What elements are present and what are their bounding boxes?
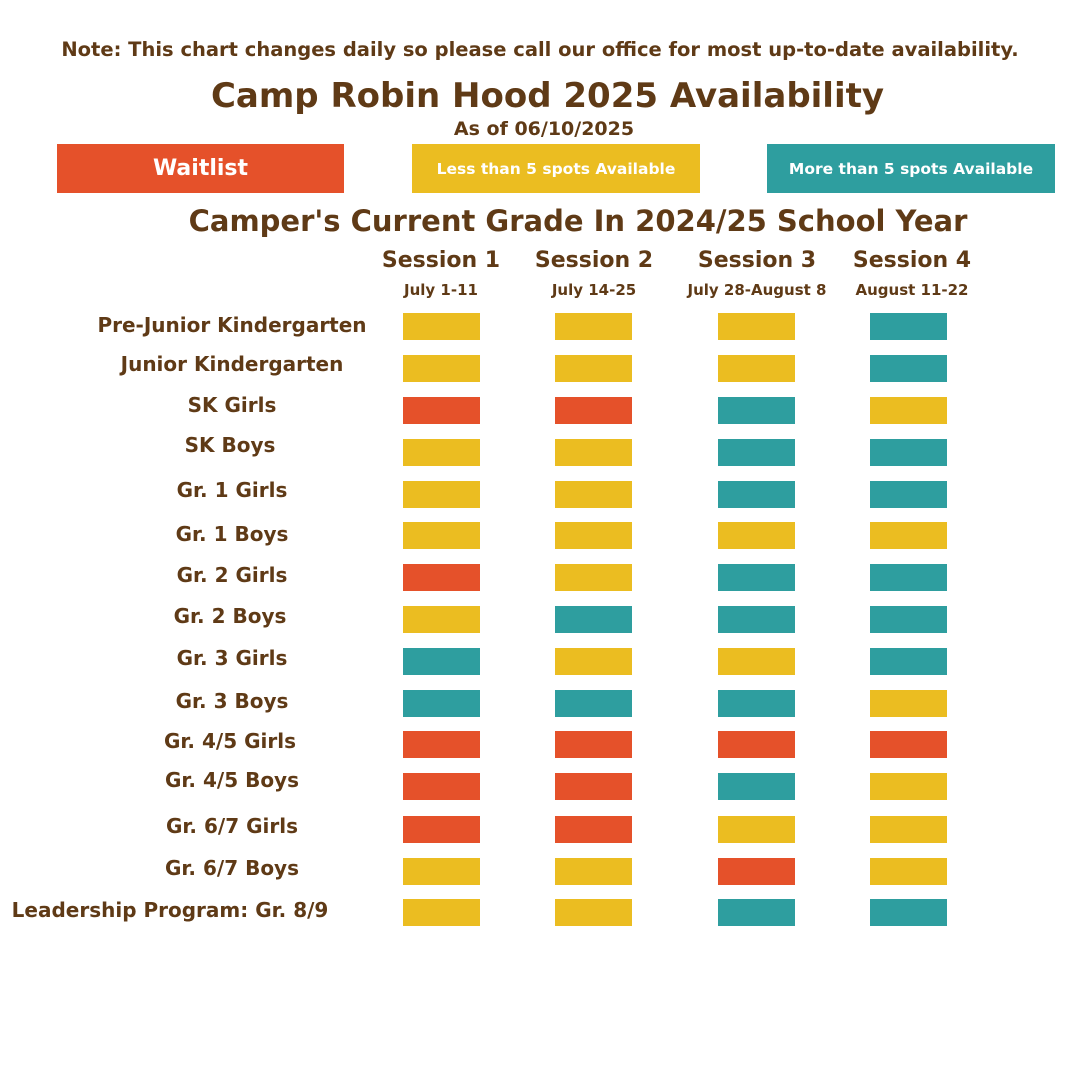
availability-cell	[403, 564, 480, 591]
availability-cell	[718, 606, 795, 633]
session-1-dates: July 1-11	[404, 281, 478, 299]
row-label: Pre-Junior Kindergarten	[97, 313, 367, 337]
row-label: Gr. 2 Boys	[173, 604, 287, 628]
legend-more-than-5-label: More than 5 spots Available	[788, 159, 1034, 178]
legend-waitlist-label: Waitlist	[152, 156, 249, 181]
availability-cell	[870, 313, 947, 340]
availability-cell	[555, 606, 632, 633]
session-3-name: Session 3	[697, 248, 817, 273]
availability-cell	[870, 816, 947, 843]
availability-cell	[555, 397, 632, 424]
availability-cell	[718, 690, 795, 717]
availability-cell	[870, 690, 947, 717]
availability-cell	[403, 690, 480, 717]
availability-cell	[403, 606, 480, 633]
availability-cell	[555, 481, 632, 508]
row-label: Gr. 4/5 Boys	[164, 768, 299, 792]
availability-cell	[403, 816, 480, 843]
availability-cell	[403, 355, 480, 382]
legend-waitlist	[57, 144, 344, 193]
row-label: Gr. 2 Girls	[176, 563, 288, 587]
availability-cell	[870, 858, 947, 885]
session-2-name: Session 2	[534, 248, 654, 273]
as-of-date: As of 06/10/2025	[453, 118, 635, 140]
availability-cell	[403, 773, 480, 800]
availability-cell	[870, 731, 947, 758]
availability-cell	[555, 773, 632, 800]
session-3-dates: July 28-August 8	[687, 281, 827, 299]
availability-cell	[870, 397, 947, 424]
row-label: Gr. 3 Boys	[175, 689, 289, 713]
grade-heading: Camper's Current Grade In 2024/25 School Year	[188, 204, 968, 238]
legend-more-than-5	[767, 144, 1055, 193]
availability-cell	[718, 816, 795, 843]
availability-cell	[403, 899, 480, 926]
availability-cell	[718, 731, 795, 758]
availability-cell	[870, 899, 947, 926]
availability-cell	[555, 690, 632, 717]
availability-cell	[403, 648, 480, 675]
availability-cell	[555, 858, 632, 885]
row-label: Junior Kindergarten	[120, 352, 344, 376]
availability-cell	[718, 439, 795, 466]
availability-cell	[555, 313, 632, 340]
availability-cell	[555, 816, 632, 843]
row-label: Leadership Program: Gr. 8/9	[11, 898, 329, 922]
availability-cell	[555, 731, 632, 758]
row-label: Gr. 6/7 Girls	[166, 814, 298, 838]
availability-cell	[718, 564, 795, 591]
availability-cell	[870, 439, 947, 466]
availability-cell	[403, 313, 480, 340]
availability-cell	[403, 481, 480, 508]
availability-cell	[403, 397, 480, 424]
availability-cell	[555, 439, 632, 466]
row-label: Gr. 1 Boys	[175, 522, 289, 546]
availability-cell	[555, 899, 632, 926]
row-label: SK Boys	[184, 433, 276, 457]
availability-cell	[870, 564, 947, 591]
session-1-name: Session 1	[381, 248, 501, 273]
availability-cell	[870, 481, 947, 508]
availability-cell	[718, 648, 795, 675]
page-title: Camp Robin Hood 2025 Availability	[210, 76, 885, 116]
availability-cell	[403, 858, 480, 885]
availability-cell	[555, 522, 632, 549]
row-label: Gr. 6/7 Boys	[164, 856, 299, 880]
availability-cell	[555, 355, 632, 382]
availability-cell	[870, 522, 947, 549]
row-label: Gr. 4/5 Girls	[164, 729, 296, 753]
availability-cell	[718, 899, 795, 926]
row-label: SK Girls	[187, 393, 277, 417]
availability-cell	[718, 313, 795, 340]
availability-cell	[403, 731, 480, 758]
session-4-name: Session 4	[852, 248, 972, 273]
availability-cell	[870, 355, 947, 382]
availability-cell	[403, 522, 480, 549]
availability-cell	[718, 355, 795, 382]
availability-cell	[718, 858, 795, 885]
row-label: Gr. 1 Girls	[176, 478, 288, 502]
availability-cell	[870, 606, 947, 633]
availability-cell	[718, 397, 795, 424]
legend-less-than-5-label: Less than 5 spots Available	[436, 159, 676, 178]
availability-note: Note: This chart changes daily so please call our office for most up-to-date availability.	[61, 38, 1019, 61]
availability-cell	[403, 439, 480, 466]
availability-cell	[870, 648, 947, 675]
availability-cell	[718, 522, 795, 549]
availability-cell	[555, 648, 632, 675]
availability-cell	[555, 564, 632, 591]
availability-cell	[718, 773, 795, 800]
session-2-dates: July 14-25	[551, 281, 637, 299]
session-4-dates: August 11-22	[855, 281, 969, 299]
availability-cell	[870, 773, 947, 800]
legend-less-than-5	[412, 144, 700, 193]
availability-cell	[718, 481, 795, 508]
row-label: Gr. 3 Girls	[176, 646, 288, 670]
